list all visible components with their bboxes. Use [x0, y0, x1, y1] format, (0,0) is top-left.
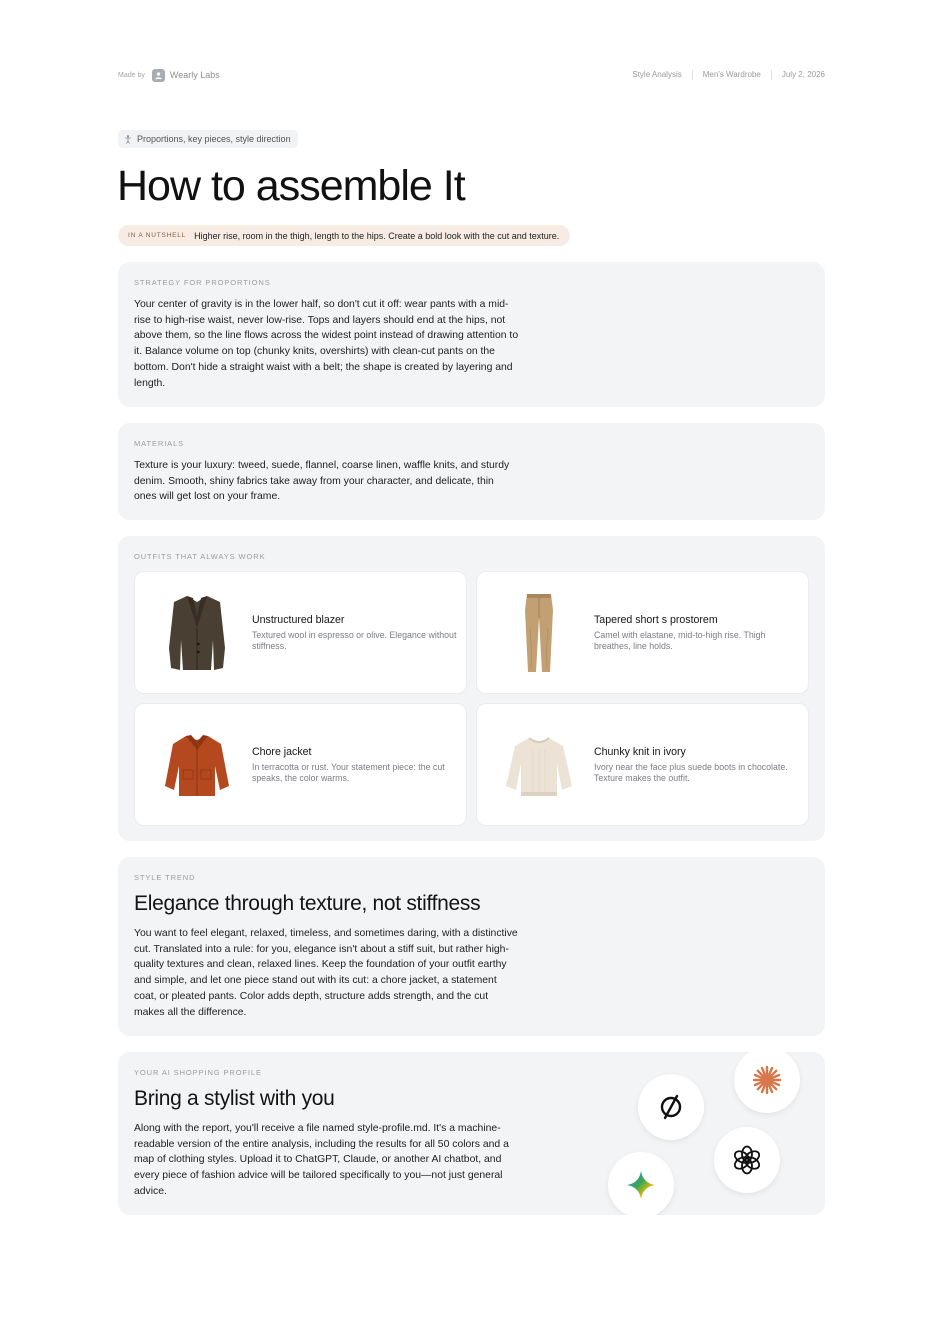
ai-profile-card	[118, 1052, 825, 1215]
outfit-card-sweater[interactable]	[476, 703, 809, 826]
meta-report-type: Style Analysis	[632, 70, 682, 79]
trousers-image	[499, 588, 579, 678]
outfit-desc: Textured wool in espresso or olive. Elegance without stiffness.	[252, 630, 457, 651]
report-meta	[632, 70, 825, 80]
made-by	[118, 69, 220, 82]
outfit-card-trousers[interactable]	[476, 571, 809, 694]
style-trend-card	[118, 857, 825, 1036]
strategy-body: Your center of gravity is in the lower half, so don't cut it off: wear pants with a mid-rise to high-rise waist, never low-rise. Tops and layers should end at the hips, not above them, so the line flows across the widest point instead of drawing attention to it. Balance volume on top (chunky knits, overshirts) with clean-cut pants on the bottom. Don't hide a straight waist with a belt; the shape is created by layering and length.	[134, 299, 519, 389]
outfits-card	[118, 536, 825, 841]
chatgpt-icon	[714, 1127, 780, 1193]
brand-logo-icon	[152, 69, 165, 82]
outfits-eyebrow: OUTFITS THAT ALWAYS WORK	[134, 552, 266, 561]
meta-date: July 2, 2026	[771, 70, 825, 80]
nutshell-tag: IN A NUTSHELL	[128, 232, 187, 239]
figure-icon	[124, 135, 132, 144]
materials-card	[118, 423, 825, 520]
strategy-card	[118, 262, 825, 407]
outfit-card-blazer[interactable]	[134, 571, 467, 694]
outfit-name: Chore jacket	[252, 746, 312, 758]
outfit-name: Unstructured blazer	[252, 614, 345, 626]
section-tag	[118, 130, 298, 148]
sweater-image	[499, 720, 579, 810]
outfit-name: Chunky knit in ivory	[594, 746, 686, 758]
style-trend-eyebrow: STYLE TREND	[134, 873, 196, 882]
claude-icon	[734, 1052, 800, 1113]
brand-name: Wearly Labs	[169, 70, 220, 80]
brand[interactable]	[152, 69, 220, 82]
blazer-image	[157, 588, 237, 678]
ai-profile-body: Along with the report, you'll receive a file named style-profile.md. It's a machine-readable version of the entire analysis, including the results for all 50 colors and a map of clothing styles. Upload it to ChatGPT, Claude, or another AI chatbot, and every piece of fashion advice will be tailored specifically to you—not just general advice.	[134, 1123, 509, 1197]
nutshell-text: Higher rise, room in the thigh, length to the hips. Create a bold look with the cut and texture.	[194, 230, 560, 241]
style-trend-body: You want to feel elegant, relaxed, timeless, and sometimes daring, with a distinctive cut. Translated into a rule: for you, elegance isn't about a stiff suit, but rather high-quality textures and clean, relaxed lines. Keep the foundation of your outfit earthy and simple, and let one piece stand out with its cut: a chore jacket, a statement coat, or pleated pants. Color adds depth, structure adds strength, and the cut makes all the difference.	[134, 928, 518, 1018]
chore-jacket-image	[157, 720, 237, 810]
materials-eyebrow: MATERIALS	[134, 439, 185, 448]
outfit-desc: Camel with elastane, mid-to-high rise. Thigh breathes, line holds.	[594, 630, 766, 651]
perplexity-icon	[638, 1074, 704, 1140]
ai-profile-eyebrow: YOUR AI SHOPPING PROFILE	[134, 1068, 262, 1077]
page-title: How to assemble It	[117, 162, 465, 210]
nutshell-summary	[118, 225, 570, 246]
outfit-name: Tapered short s prostorem	[594, 614, 718, 626]
gemini-icon	[608, 1152, 674, 1215]
outfit-desc: In terracotta or rust. Your statement piece: the cut speaks, the color warms.	[252, 762, 445, 783]
section-tag-label: Proportions, key pieces, style direction	[137, 134, 291, 144]
style-trend-heading: Elegance through texture, not stiffness	[134, 892, 481, 915]
strategy-eyebrow: STRATEGY FOR PROPORTIONS	[134, 278, 271, 287]
outfit-card-chore-jacket[interactable]	[134, 703, 467, 826]
outfit-desc: Ivory near the face plus suede boots in chocolate. Texture makes the outfit.	[594, 762, 788, 783]
page-header	[118, 67, 825, 83]
made-by-label: Made by	[118, 71, 145, 79]
meta-wardrobe: Men's Wardrobe	[692, 70, 771, 80]
materials-body: Texture is your luxury: tweed, suede, flannel, coarse linen, waffle knits, and sturdy denim. Smooth, shiny fabrics take away from your character, and delicate, thin ones will get lost on your frame.	[134, 460, 510, 503]
ai-profile-heading: Bring a stylist with you	[134, 1087, 335, 1110]
